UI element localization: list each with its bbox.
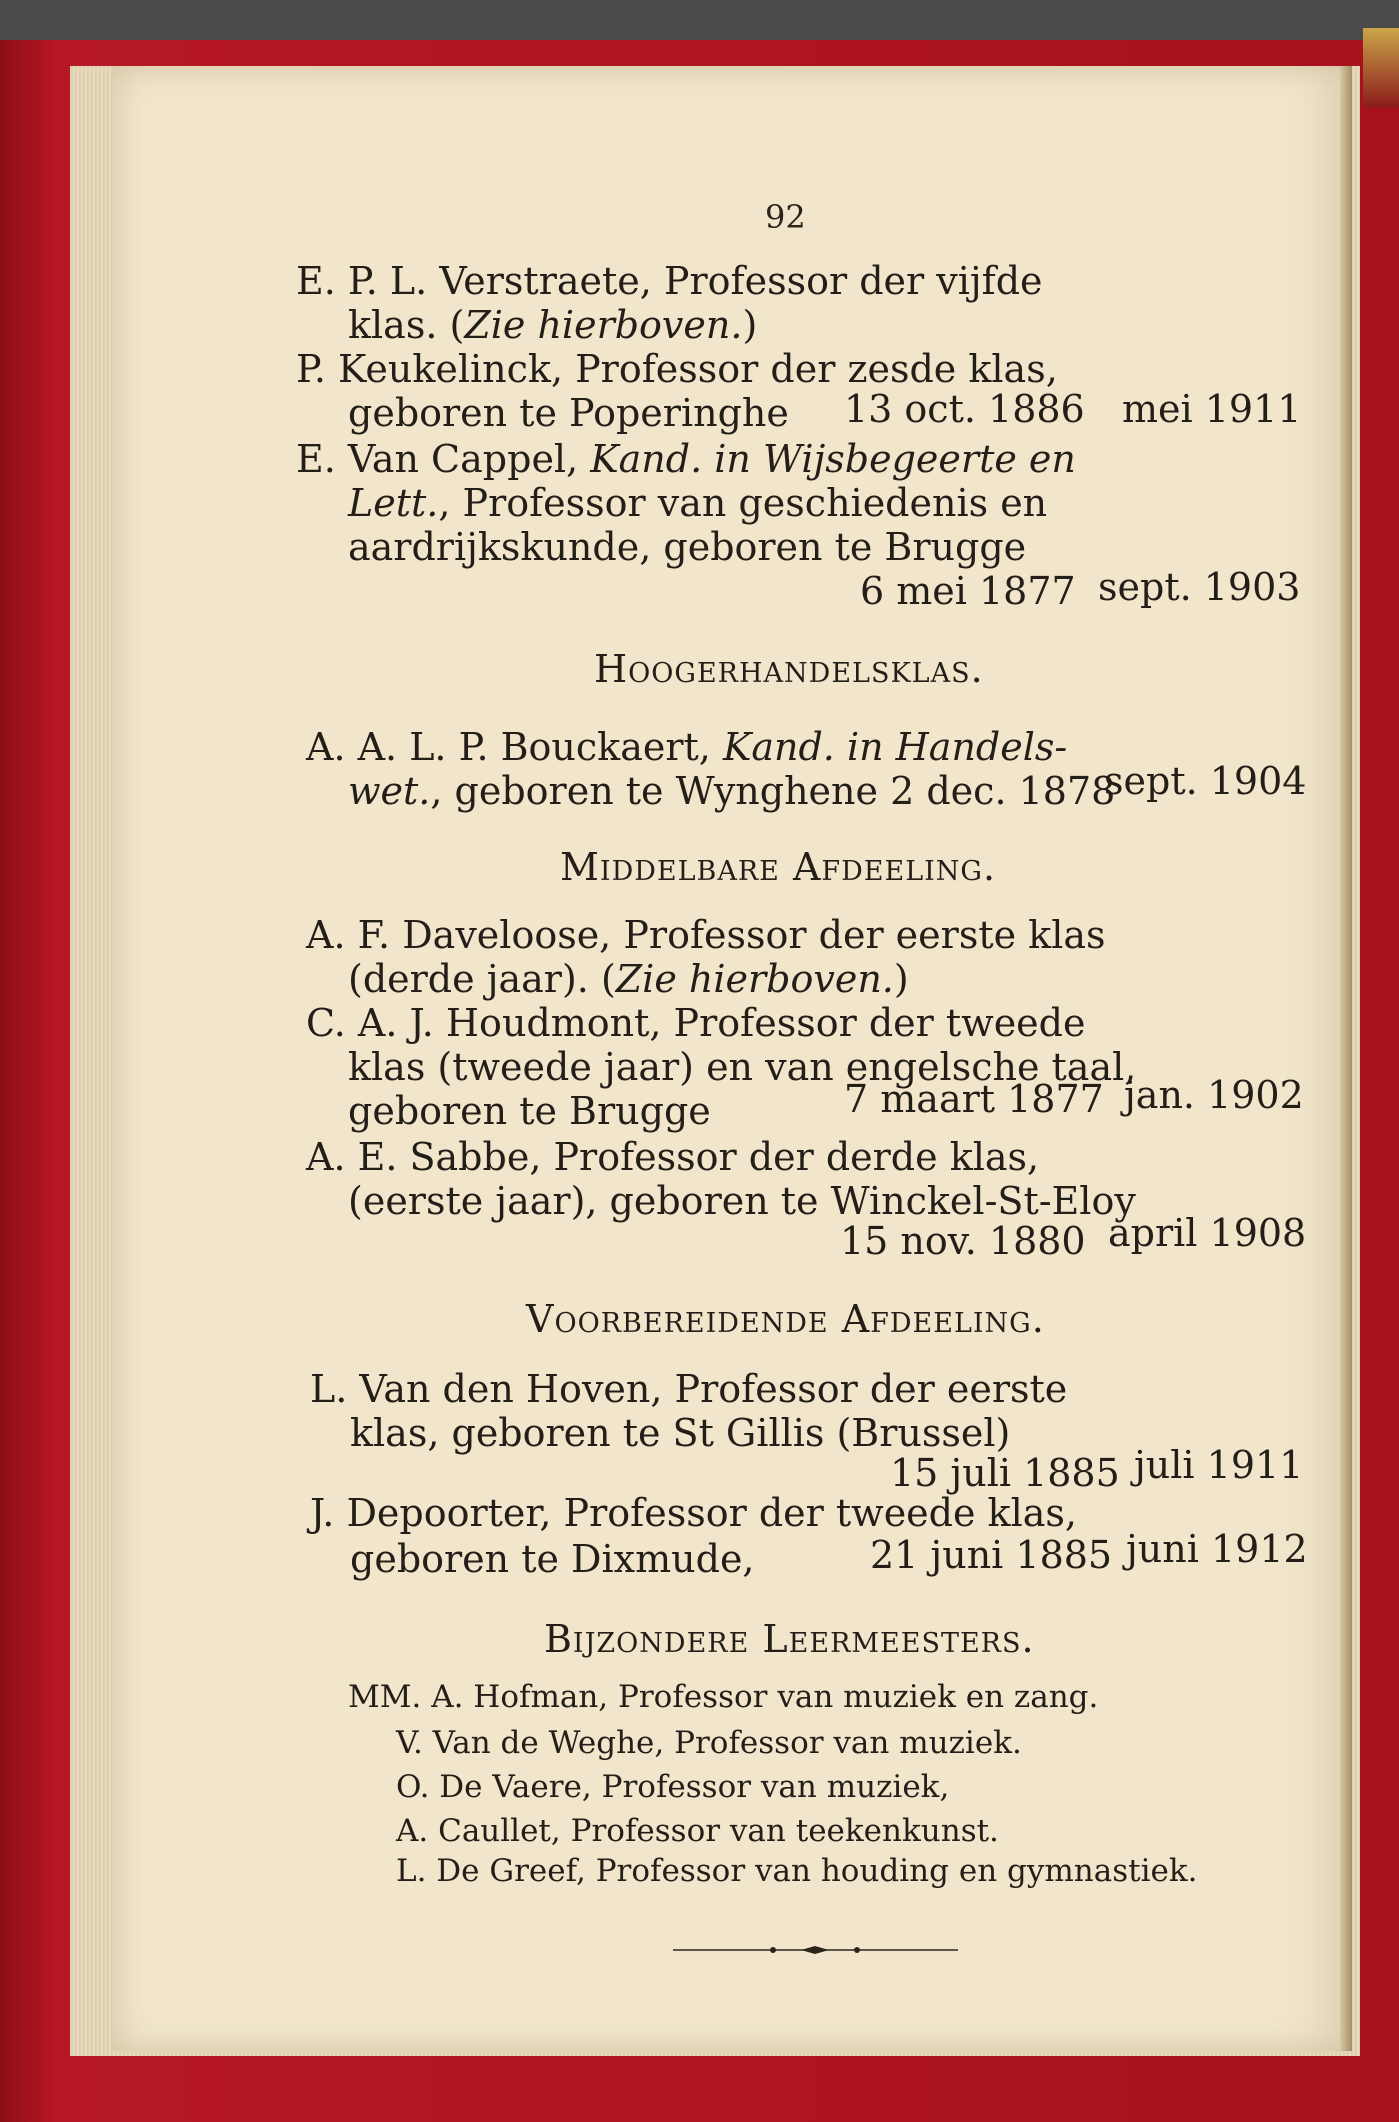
entry-vancappel-line2: Lett., Professor van geschiedenis en [348, 481, 1048, 525]
section-title-hoogerhandelsklas: Hoogerhandelsklas. [594, 647, 984, 691]
section-title-bijzondere-leermeesters: Bijzondere Leermeesters. [544, 1617, 1035, 1661]
book-spine [1363, 28, 1399, 108]
page-gutter [1340, 66, 1352, 2051]
sabbe-birth-date: 15 nov. 1880 [840, 1219, 1086, 1263]
entry-vancappel-line1: E. Van Cappel, Kand. in Wijsbegeerte en [296, 437, 1076, 481]
entry-sabbe-line2: (eerste jaar), geboren te Winckel-St-Eloy [348, 1179, 1136, 1223]
entry-houdmont-line3: geboren te Brugge [348, 1089, 711, 1133]
entry-daveloose-line2: (derde jaar). (Zie hierboven.) [348, 957, 909, 1001]
entry-vandenhoven-line1: L. Van den Hoven, Professor der eerste [310, 1367, 1068, 1411]
ornament-divider [673, 1944, 958, 1956]
entry-houdmont-line1: C. A. J. Houdmont, Professor der tweede [306, 1001, 1086, 1045]
section-title-voorbereidende-afdeeling: Voorbereidende Afdeeling. [526, 1297, 1045, 1341]
entry-sabbe-line1: A. E. Sabbe, Professor der derde klas, [306, 1135, 1040, 1179]
sabbe-appointed-date: april 1908 [1108, 1211, 1307, 1255]
depoorter-birth-date: 21 juni 1885 [870, 1533, 1113, 1577]
entry-bouckaert-line1: A. A. L. P. Bouckaert, Kand. in Handels- [306, 725, 1068, 769]
bouckaert-appointed-date: sept. 1904 [1104, 759, 1307, 803]
vandenhoven-appointed-date: juli 1911 [1134, 1443, 1304, 1487]
vancappel-appointed-date: sept. 1903 [1098, 565, 1301, 609]
entry-keukelinck-line1: P. Keukelinck, Professor der zesde klas, [296, 347, 1058, 391]
entry-vancappel-line3: aardrijkskunde, geboren te Brugge [348, 525, 1027, 569]
entry-bouckaert-line2: wet., geboren te Wynghene 2 dec. 1878 [348, 769, 1116, 813]
entry-depoorter-line1: J. Depoorter, Professor der tweede klas, [310, 1491, 1077, 1535]
entry-houdmont-line2: klas (tweede jaar) en van engelsche taal, [348, 1045, 1137, 1089]
list-item: A. Caullet, Professor van teekenkunst. [396, 1813, 999, 1849]
background [0, 0, 1399, 40]
entry-daveloose-line1: A. F. Daveloose, Professor der eerste klas [306, 913, 1106, 957]
vancappel-birth-date: 6 mei 1877 [860, 569, 1076, 613]
entry-keukelinck-line2: geboren te Poperinghe [348, 391, 789, 435]
page-number: 92 [765, 198, 806, 236]
keukelinck-birth-date: 13 oct. 1886 [844, 387, 1085, 431]
houdmont-birth-date: 7 maart 1877 [844, 1077, 1104, 1121]
houdmont-appointed-date: jan. 1902 [1124, 1073, 1304, 1117]
vandenhoven-birth-date: 15 juli 1885 [890, 1451, 1120, 1495]
entry-vandenhoven-line2: klas, geboren te St Gillis (Brussel) [350, 1411, 1011, 1455]
depoorter-appointed-date: juni 1912 [1126, 1527, 1308, 1571]
list-item: O. De Vaere, Professor van muziek, [396, 1769, 950, 1805]
list-item: L. De Greef, Professor van houding en gymnastiek. [396, 1853, 1198, 1889]
section-title-middelbare-afdeeling: Middelbare Afdeeling. [560, 845, 997, 889]
entry-verstraete-line2: klas. (Zie hierboven.) [348, 303, 758, 347]
entry-depoorter-line2: geboren te Dixmude, [350, 1537, 755, 1581]
entry-verstraete-line1: E. P. L. Verstraete, Professor der vijfde [296, 259, 1043, 303]
keukelinck-appointed-date: mei 1911 [1122, 387, 1302, 431]
list-item: V. Van de Weghe, Professor van muziek. [396, 1725, 1022, 1761]
list-item: MM. A. Hofman, Professor van muziek en zang. [348, 1679, 1099, 1715]
